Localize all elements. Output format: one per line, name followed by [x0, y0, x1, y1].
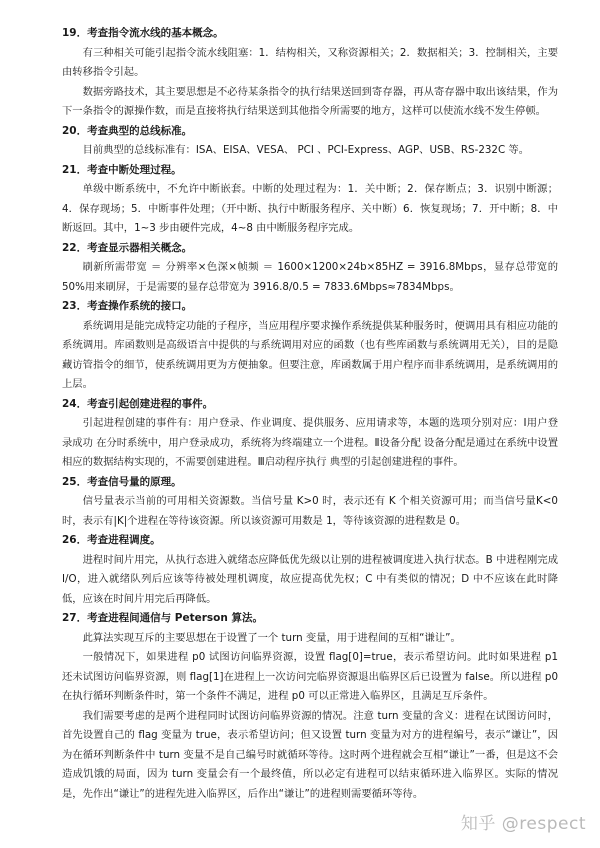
paragraph: 有三种相关可能引起指令流水线阻塞：1．结构相关，又称资源相关；2．数据相关；3．控制相关，主要由转移指令引起。 [62, 46, 558, 78]
question-heading: 27．考查进程间通信与 Peterson 算法。 [62, 612, 263, 624]
zhihu-watermark: 知乎 @respect [460, 814, 586, 834]
paragraph: 系统调用是能完成特定功能的子程序，当应用程序要求操作系统提供某种服务时，便调用具有相应功能的系统调用。库函数则是高级语言中提供的与系统调用对应的函数（也有些库函数与系统调用无关），目的是隐藏访管指令的细节，使系统调用更为方便抽象。但要注意，库函数属于用户程序而非系统调用，是系统调用的上层。 [62, 319, 558, 390]
section-26 [62, 531, 558, 609]
section-21 [62, 161, 558, 239]
section-19 [62, 24, 558, 122]
paragraph: 刷新所需带宽 ＝ 分辨率×色深×帧频 ＝ 1600×1200×24b×85HZ = 3916.8Mbps，显存总带宽的 50%用来刷屏，于是需要的显存总带宽为 3916.8/0.5 = 7833.6Mbps≈7834Mbps。 [62, 261, 558, 293]
paragraph: 我们需要考虑的是两个进程同时试图访问临界资源的情况。注意 turn 变量的含义：进程在试图访问时，首先设置自己的 flag 变量为 true，表示希望访问；但又设置 turn 变量为对方的进程编号，表示“谦让”，因为在循环判断条件中 turn 变量不是自己编号时就循环等待。这时两个进程就会互相“谦让”一番，但是这不会造成饥饿的局面，因为 turn 变量会有一个最终值，所以必定有进程可以结束循环进入临界区。实际的情况是，先作出“谦让”的进程先进入临界区，后作出“谦让”的进程则需要循环等待。 [62, 709, 558, 800]
paragraph: 引起进程创建的事件有：用户登录、作业调度、提供服务、应用请求等，本题的选项分别对应：Ⅰ用户登录成功 在分时系统中，用户登录成功，系统将为终端建立一个进程。Ⅱ设备分配 设备分配是通过在系统中设置相应的数据结构实现的，不需要创建进程。Ⅲ启动程序执行 典型的引起创建进程的事件。 [62, 417, 558, 468]
paragraph: 此算法实现互斥的主要思想在于设置了一个 turn 变量，用于进程间的互相“谦让”。 [82, 631, 461, 644]
section-25 [62, 473, 558, 532]
paragraph: 进程时间片用完，从执行态进入就绪态应降低优先级以让别的进程被调度进入执行状态。B 中进程刚完成 I/O，进入就绪队列后应该等待被处理机调度，故应提高优先权；C 中有类似的情况；D 中不应该在此时降低，应该在时间片用完后再降低。 [62, 553, 558, 605]
question-heading: 21．考查中断处理过程。 [62, 163, 182, 176]
question-heading: 19．考查指令流水线的基本概念。 [62, 27, 224, 39]
section-20 [62, 122, 558, 161]
section-24 [62, 395, 558, 473]
section-23 [62, 297, 558, 395]
question-heading: 26．考查进程调度。 [62, 534, 161, 546]
question-heading: 22．考查显示器相关概念。 [62, 241, 193, 254]
paragraph: 数据旁路技术，其主要思想是不必待某条指令的执行结果送回到寄存器，再从寄存器中取出该结果，作为下一条指令的源操作数，而是直接将执行结果送到其他指令所需要的地方，这样可以使流水线不发生停顿。 [62, 85, 558, 117]
question-heading: 24．考查引起创建进程的事件。 [62, 397, 214, 410]
paragraph: 一般情况下，如果进程 p0 试图访问临界资源，设置 flag[0]=true，表示希望访问。此时如果进程 p1 还未试图访问临界资源，则 flag[1]在进程上一次访问完临界资源退出临界区后已设置为 false。所以进程 p0 在执行循环判断条件时，第一个条件不满足，进程 p0 可以正常进入临界区，且满足互斥条件。 [62, 651, 558, 702]
section-27 [62, 609, 558, 804]
section-22 [62, 239, 558, 298]
paragraph: 信号量表示当前的可用相关资源数。当信号量 K>0 时，表示还有 K 个相关资源可用；而当信号量K<0 时，表示有|K|个进程在等待该资源。所以该资源可用数是 1，等待该资源的进程数是 0。 [62, 495, 558, 527]
question-heading: 25．考查信号量的原理。 [62, 475, 182, 488]
paragraph: 目前典型的总线标准有：ISA、EISA、VESA、 PCI 、PCI-Express、AGP、USB、RS-232C 等。 [82, 144, 530, 156]
question-heading: 23．考查操作系统的接口。 [62, 300, 193, 312]
question-heading: 20．考查典型的总线标准。 [62, 124, 193, 137]
paragraph: 单级中断系统中，不允许中断嵌套。中断的处理过程为：1．关中断；2．保存断点；3．识别中断源；4．保存现场；5．中断事件处理；（开中断、执行中断服务程序、关中断）6．恢复现场；7．开中断；8．中断返回。其中，1~3 步由硬件完成，4~8 由中断服务程序完成。 [62, 183, 558, 234]
